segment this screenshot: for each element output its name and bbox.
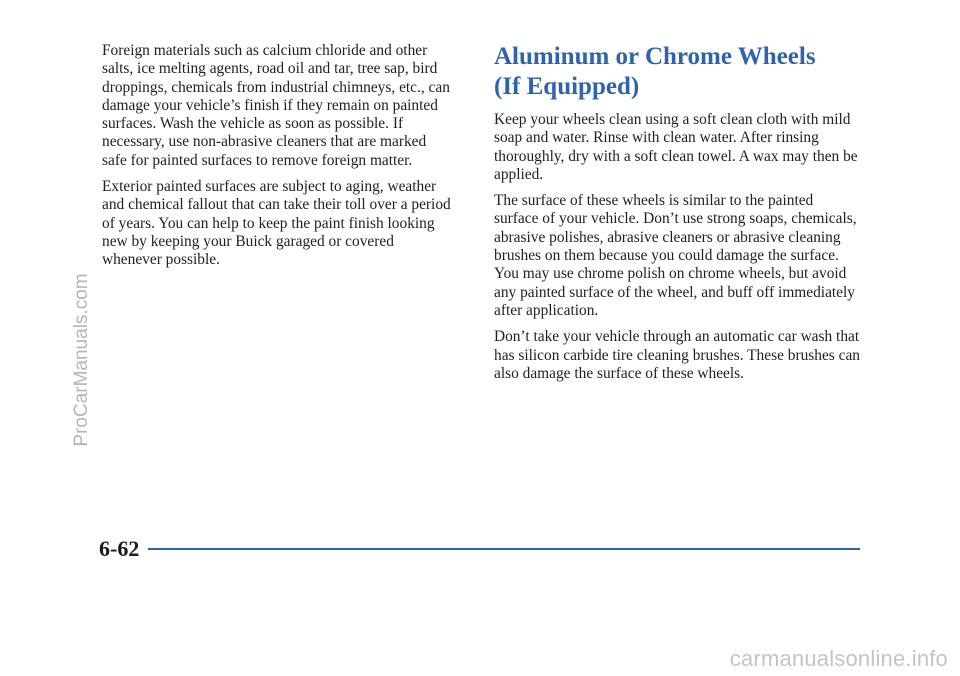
side-watermark: ProCarManuals.com: [71, 273, 92, 447]
heading-line-1: Aluminum or Chrome Wheels: [494, 43, 816, 70]
section-heading: [494, 42, 860, 102]
paragraph-car-wash: Don’t take your vehicle through an automatic car wash that has silicon carbide tire cleaning brushes. These brushes can also damage the surface of these wheels.: [494, 328, 860, 382]
paragraph-wheel-surface: The surface of these wheels is similar to the painted surface of your vehicle. Don’t use strong soaps, chemicals, abrasive polishes, abrasive cleaners or abrasive cleaning brushes on them because you could damage the surface. You may use chrome polish on chrome wheels, but avoid any painted surface of the wheel, and buff off immediately after application.: [494, 192, 857, 319]
page-number: 6-62: [99, 536, 140, 561]
right-column: [494, 42, 860, 391]
paragraph-exterior-paint: Exterior painted surfaces are subject to aging, weather and chemical fallout that can take their toll over a period of years. You can help to keep the paint finish looking new by keeping your Buick garaged or covered whenever possible.: [102, 178, 451, 269]
left-column: [102, 42, 454, 278]
bottom-watermark: carmanualsonline.info: [729, 646, 948, 671]
paragraph-wheel-cleaning: Keep your wheels clean using a soft clean cloth with mild soap and water. Rinse with clean water. After rinsing thoroughly, dry with a soft clean towel. A wax may then be applied.: [494, 111, 858, 183]
paragraph-foreign-materials: Foreign materials such as calcium chloride and other salts, ice melting agents, road oil and tar, tree sap, bird droppings, chemicals from industrial chimneys, etc., can damage your vehicle’s finish if they remain on painted surfaces. Wash the vehicle as soon as possible. If necessary, use non-abrasive cleaners that are marked safe for painted surfaces to remove foreign matter.: [102, 42, 450, 169]
footer-rule: [148, 548, 860, 550]
heading-line-2: (If Equipped): [494, 73, 640, 100]
